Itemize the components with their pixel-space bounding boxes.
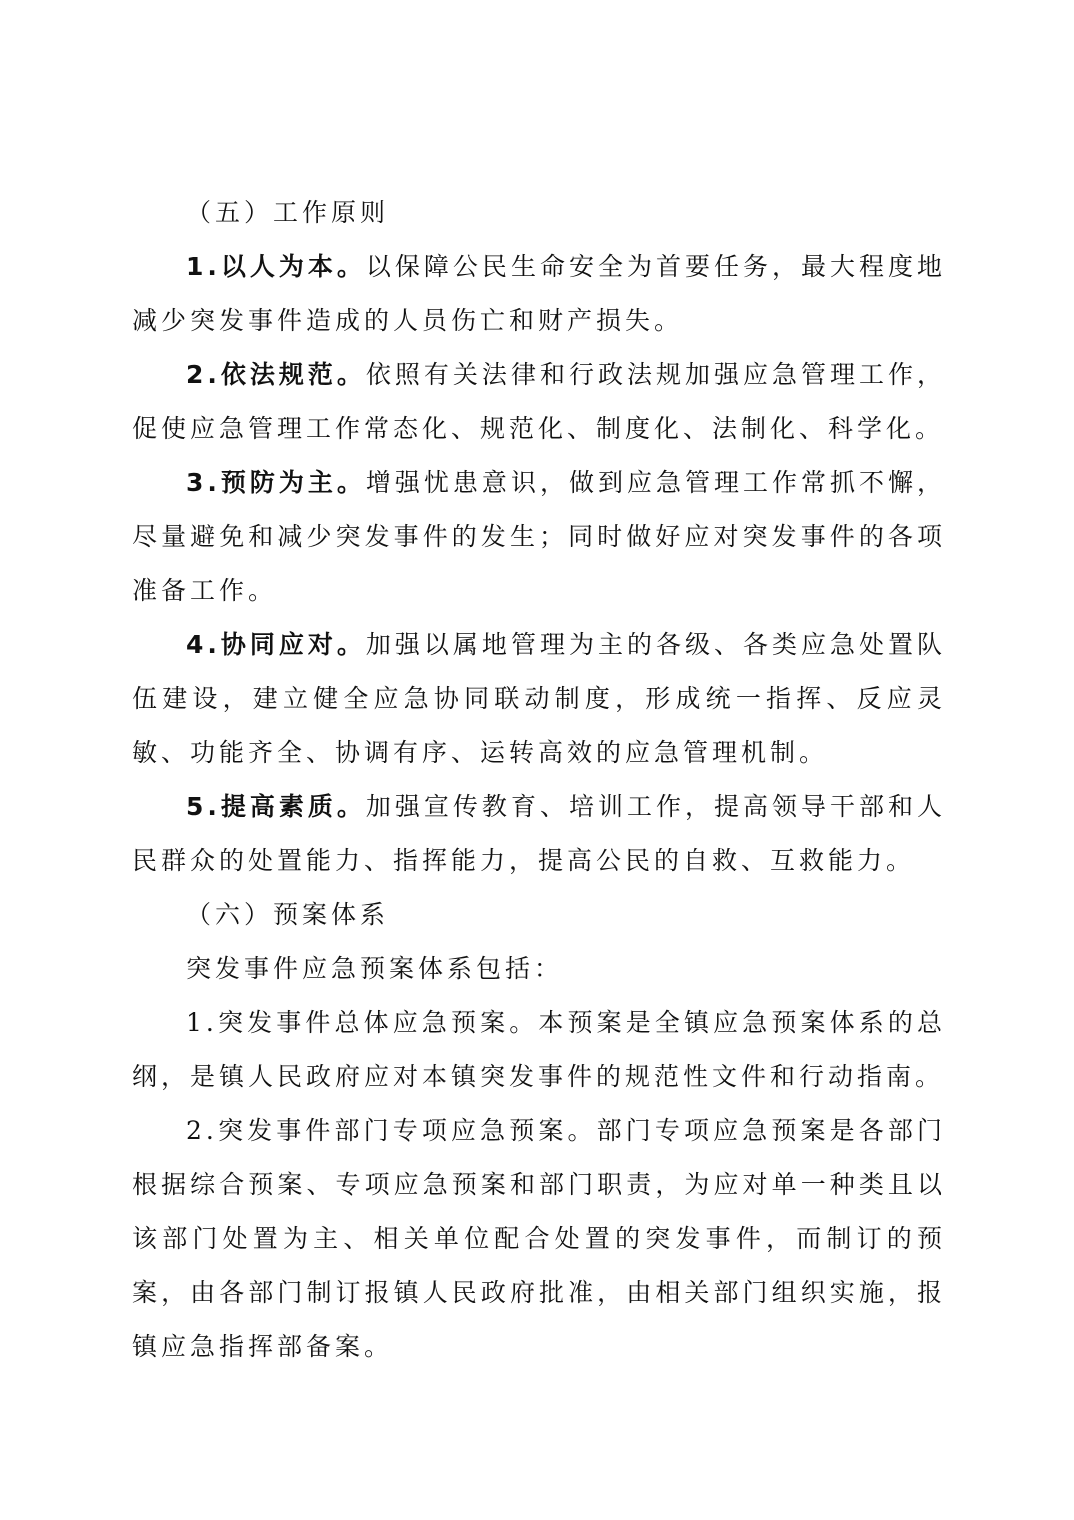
document-page: [132, 186, 946, 1374]
plan-paragraph: 1.突发事件总体应急预案。本预案是全镇应急预案体系的总纲，是镇人民政府应对本镇突发事件的规范性文件和行动指南。: [132, 1008, 946, 1091]
section-heading-principles: （五）工作原则: [186, 198, 390, 227]
principle-text: 依照有关法律和行政法规加强应急管理工作，促使应急管理工作常态化、规范化、制度化、法制化、科学化。: [132, 360, 946, 443]
plan-paragraph: 2.突发事件部门专项应急预案。部门专项应急预案是各部门根据综合预案、专项应急预案和部门职责，为应对单一种类且以该部门处置为主、相关单位配合处置的突发事件，而制订的预案，由各部门制订报镇人民政府批准，由相关部门组织实施，报镇应急指挥部备案。: [132, 1116, 946, 1361]
principle-lead: 2.依法规范。: [186, 360, 366, 389]
principle-paragraph: [132, 456, 946, 618]
principle-lead: 5.提高素质。: [186, 792, 366, 821]
principle-lead: 4.协同应对。: [186, 630, 366, 659]
plan-intro: 突发事件应急预案体系包括：: [186, 954, 564, 983]
principle-paragraph: [132, 618, 946, 780]
principle-lead: 3.预防为主。: [186, 468, 366, 497]
principle-paragraph: [132, 240, 946, 348]
principle-paragraph: [132, 780, 946, 888]
principle-paragraph: [132, 348, 946, 456]
principle-text: 加强宣传教育、培训工作，提高领导干部和人民群众的处置能力、指挥能力，提高公民的自救、互救能力。: [132, 792, 946, 875]
section-heading-plan-system: （六）预案体系: [186, 900, 390, 929]
principle-lead: 1.以人为本。: [186, 252, 366, 281]
principle-text: 以保障公民生命安全为首要任务，最大程度地减少突发事件造成的人员伤亡和财产损失。: [132, 252, 946, 335]
principle-text: 增强忧患意识，做到应急管理工作常抓不懈，尽量避免和减少突发事件的发生；同时做好应对突发事件的各项准备工作。: [132, 468, 946, 605]
principle-text: 加强以属地管理为主的各级、各类应急处置队伍建设，建立健全应急协同联动制度，形成统一指挥、反应灵敏、功能齐全、协调有序、运转高效的应急管理机制。: [132, 630, 946, 767]
